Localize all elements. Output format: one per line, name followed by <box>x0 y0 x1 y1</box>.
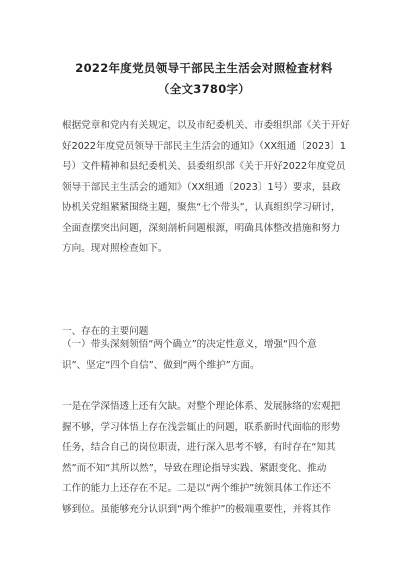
paragraph-line: 握不够，学习体悟上存在浅尝辄止的问题，联系新时代面临的形势 <box>62 421 341 433</box>
paragraph-line: 工作的能力上还存在不足。二是以“两个维护”统领具体工作还不 <box>62 483 331 494</box>
paragraph-line: 号）文件精神和县纪委机关、县委组织部《关于开好2022年度党员 <box>62 161 346 172</box>
section-heading: 一、存在的主要问题 <box>62 326 149 337</box>
paragraph-line: 方向。现对照检查如下。 <box>62 243 168 254</box>
paragraph-line: 领导干部民主生活会的通知》（XX组通〔2023〕1号）要求，县政 <box>62 181 341 193</box>
document-subtitle: （全文3780字） <box>157 82 251 96</box>
subsection-paragraph <box>62 335 352 376</box>
paragraph-line: 够到位。虽能够充分认识到“两个维护”的极端重要性，并将其作 <box>62 503 331 515</box>
intro-paragraph <box>62 116 352 260</box>
paragraph-line: （一）带头深刻领悟“两个确立”的决定性意义，增强“四个意 <box>62 339 317 350</box>
document-title: 2022年度党员领导干部民主生活会对照检查材料 <box>75 61 333 75</box>
paragraph-line: 好2022年度党员领导干部民主生活会的通知》（XX组通〔2023〕1 <box>62 140 346 152</box>
paragraph-line: 协机关党组紧紧围绕主题，聚焦“七个带头”，认真组织学习研讨， <box>62 202 341 213</box>
paragraph-line: 然”而不知“其所以然”，导致在理论指导实践、紧跟变化、推动 <box>62 462 327 474</box>
paragraph-line: 识”、坚定“四个自信”、做到“两个维护”方面。 <box>62 359 260 371</box>
paragraph-line: 全面查摆突出问题，深刻剖析问题根源，明确具体整改措施和努力 <box>62 222 341 234</box>
paragraph-line: 根据党章和党内有关规定，以及市纪委机关、市委组织部《关于开好 <box>62 120 350 131</box>
paragraph-line: 任务，结合自己的岗位职责，进行深入思考不够，有时存在“知其 <box>62 442 336 453</box>
paragraph-line: 一是在学深悟透上还有欠缺。对整个理论体系、发展脉络的宏观把 <box>62 401 341 412</box>
body-paragraph <box>62 397 352 520</box>
